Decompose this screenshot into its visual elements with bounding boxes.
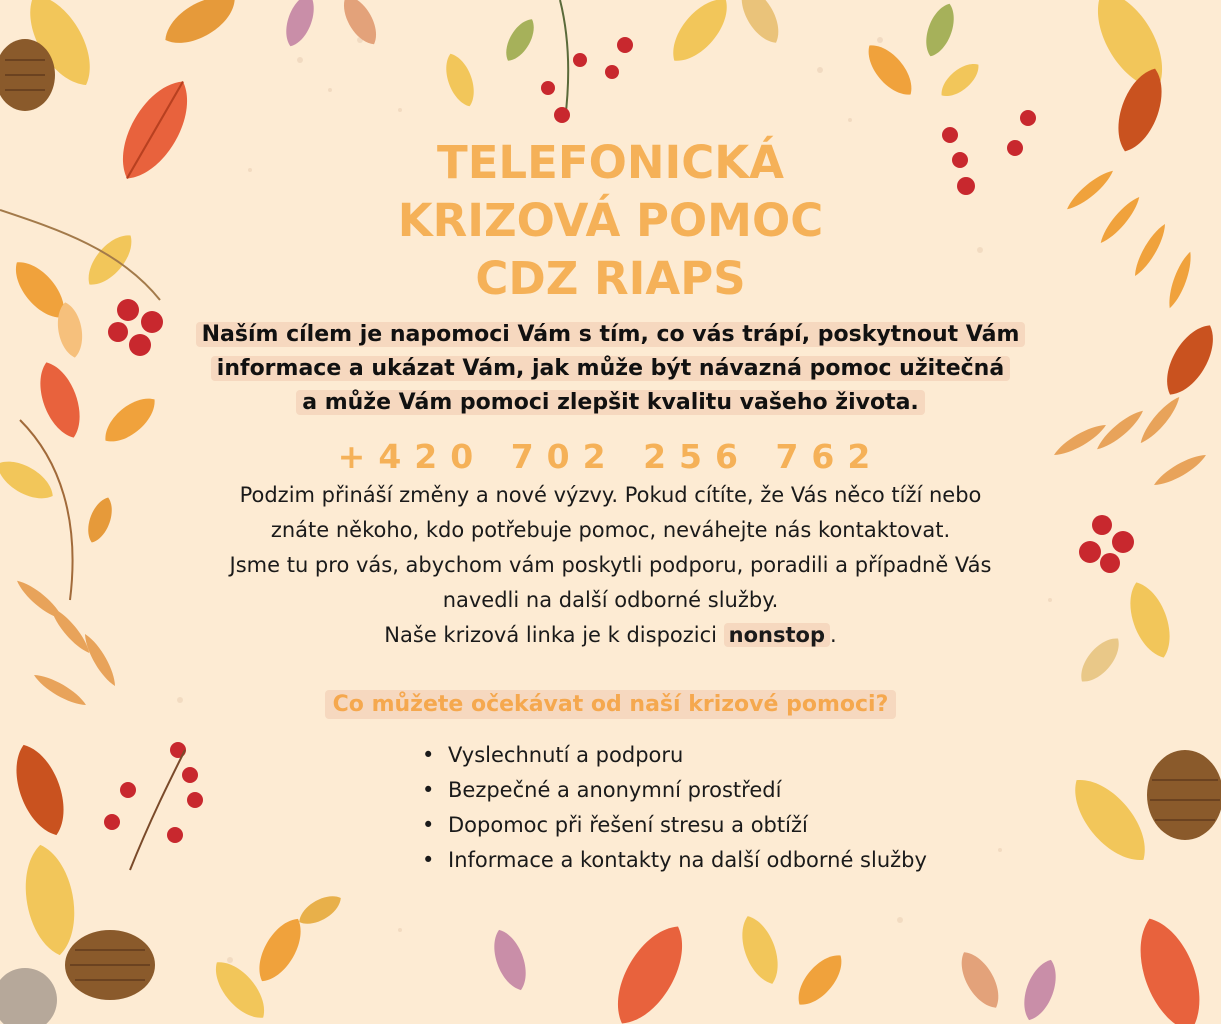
- nonstop-line: [170, 618, 1051, 653]
- nonstop-suffix: .: [830, 623, 837, 647]
- title-line: CDZ RIAPS: [475, 252, 746, 305]
- list-item-text: Informace a kontakty na další odborné služby: [448, 848, 927, 872]
- intro-line: Naším cílem je napomoci Vám s tím, co vás trápí, poskytnout Vám: [196, 322, 1026, 347]
- list-item: [422, 843, 927, 878]
- list-item: [422, 773, 927, 808]
- bullet-icon: •: [422, 813, 435, 837]
- phone-number[interactable]: +420 702 256 762: [337, 437, 884, 476]
- intro-line: a může Vám pomoci zlepšit kvalitu vašeho života.: [296, 390, 925, 415]
- poster-title: [0, 134, 1221, 308]
- body-line: Podzim přináší změny a nové výzvy. Pokud cítíte, že Vás něco tíží nebo: [239, 483, 982, 507]
- bullet-icon: •: [422, 778, 435, 802]
- intro-line: informace a ukázat Vám, jak může být návazná pomoc užitečná: [211, 356, 1010, 381]
- body-line: znáte někoho, kdo potřebuje pomoc, neváhejte nás kontaktovat.: [270, 518, 951, 542]
- list-item-text: Dopomoc při řešení stresu a obtíží: [448, 813, 808, 837]
- expectations-list: [422, 738, 927, 878]
- list-item-text: Vyslechnutí a podporu: [448, 743, 684, 767]
- intro-paragraph: [180, 318, 1041, 420]
- nonstop-prefix: Naše krizová linka je k dispozici: [384, 623, 724, 647]
- title-line: KRIZOVÁ POMOC: [397, 194, 824, 247]
- body-paragraph: [170, 478, 1051, 653]
- question-heading: Co můžete očekávat od naší krizové pomoci?: [325, 690, 897, 719]
- list-item: [422, 808, 927, 843]
- nonstop-highlight: nonstop: [724, 623, 830, 647]
- bullet-icon: •: [422, 743, 435, 767]
- body-line: navedli na další odborné služby.: [442, 588, 779, 612]
- list-item: [422, 738, 927, 773]
- body-line: Jsme tu pro vás, abychom vám poskytli podporu, poradili a případně Vás: [229, 553, 992, 577]
- list-item-text: Bezpečné a anonymní prostředí: [448, 778, 782, 802]
- question-heading-wrap: [0, 690, 1221, 719]
- bullet-icon: •: [422, 848, 435, 872]
- title-line: TELEFONICKÁ: [437, 136, 784, 189]
